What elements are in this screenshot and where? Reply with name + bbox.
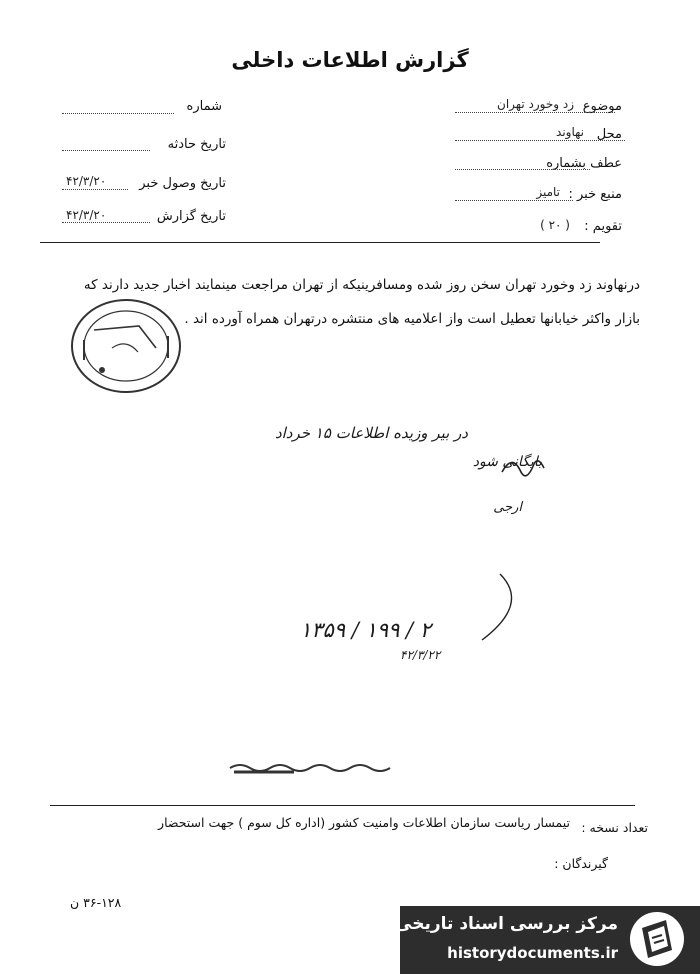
source-value: تامیز xyxy=(536,185,560,199)
incident-date-dotted-line xyxy=(62,138,150,151)
copies-value: تیمسار ریاست سازمان اطلاعات وامنیت کشور (اداره کل سوم ) جهت استحضار xyxy=(158,815,570,830)
incident-date-label: تاریخ حادثه xyxy=(167,137,226,152)
report-date-label: تاریخ گزارش xyxy=(156,209,226,224)
office-stamp xyxy=(64,290,194,400)
pen-stroke xyxy=(470,568,540,648)
form-code: ۳۶-۱۲۸ ن xyxy=(70,895,122,910)
location-dotted-line xyxy=(455,128,625,141)
rating-label: تقویم : xyxy=(584,219,622,234)
location-label: محل xyxy=(596,127,622,142)
watermark-title: مرکز بررسی اسناد تاریخی xyxy=(395,914,618,934)
watermark-url: historydocuments.ir xyxy=(447,944,618,962)
number-label: شماره xyxy=(186,99,222,114)
footer-divider xyxy=(50,805,635,806)
document-title: گزارش اطلاعات داخلی xyxy=(231,48,469,72)
reference-dotted-line xyxy=(455,157,590,170)
handwritten-note-archive: بایگانی شود xyxy=(472,454,542,470)
subject-label: موضوع xyxy=(582,99,622,114)
source-label: منبع خبر : xyxy=(568,187,622,202)
location-value: نهاوند xyxy=(556,125,584,139)
subject-value: زد وخورد تهران xyxy=(497,97,574,111)
copies-label: تعداد نسخه : xyxy=(581,820,648,835)
handwritten-signature xyxy=(498,452,548,492)
number-dotted-line xyxy=(62,101,174,114)
reference-label: عطف بشماره xyxy=(546,156,622,171)
redaction-scribble xyxy=(228,756,408,778)
report-date-value: ۴۲/۳/۲۰ xyxy=(66,208,107,222)
handwritten-initials: ارجی xyxy=(493,500,522,515)
recipients-label: گیرندگان : xyxy=(554,856,608,871)
received-date-label: تاریخ وصول خبر xyxy=(139,176,226,191)
received-date-value: ۴۲/۳/۲۰ xyxy=(66,174,107,188)
report-body-line-1: درنهاوند زد وخورد تهران سخن روز شده ومسافرینیکه از تهران مراجعت مینمایند اخبار جدید دارند که xyxy=(83,277,640,293)
rating-value: ( ۲۰ ) xyxy=(540,218,570,232)
archive-date: ۴۲/۳/۲۲ xyxy=(400,648,441,662)
header-divider xyxy=(40,242,600,243)
handwritten-note-date: در بیر وزیده اطلاعات ۱۵ خرداد xyxy=(274,424,468,442)
archive-number: ۱۳۵۹ / ۱۹۹ / ۲ xyxy=(300,618,432,642)
report-body-line-2: بازار واکثر خیابانها تعطیل است واز اعلامیه های منتشره درتهران همراه آورده اند . xyxy=(184,311,640,327)
watermark-logo-icon xyxy=(628,910,686,968)
